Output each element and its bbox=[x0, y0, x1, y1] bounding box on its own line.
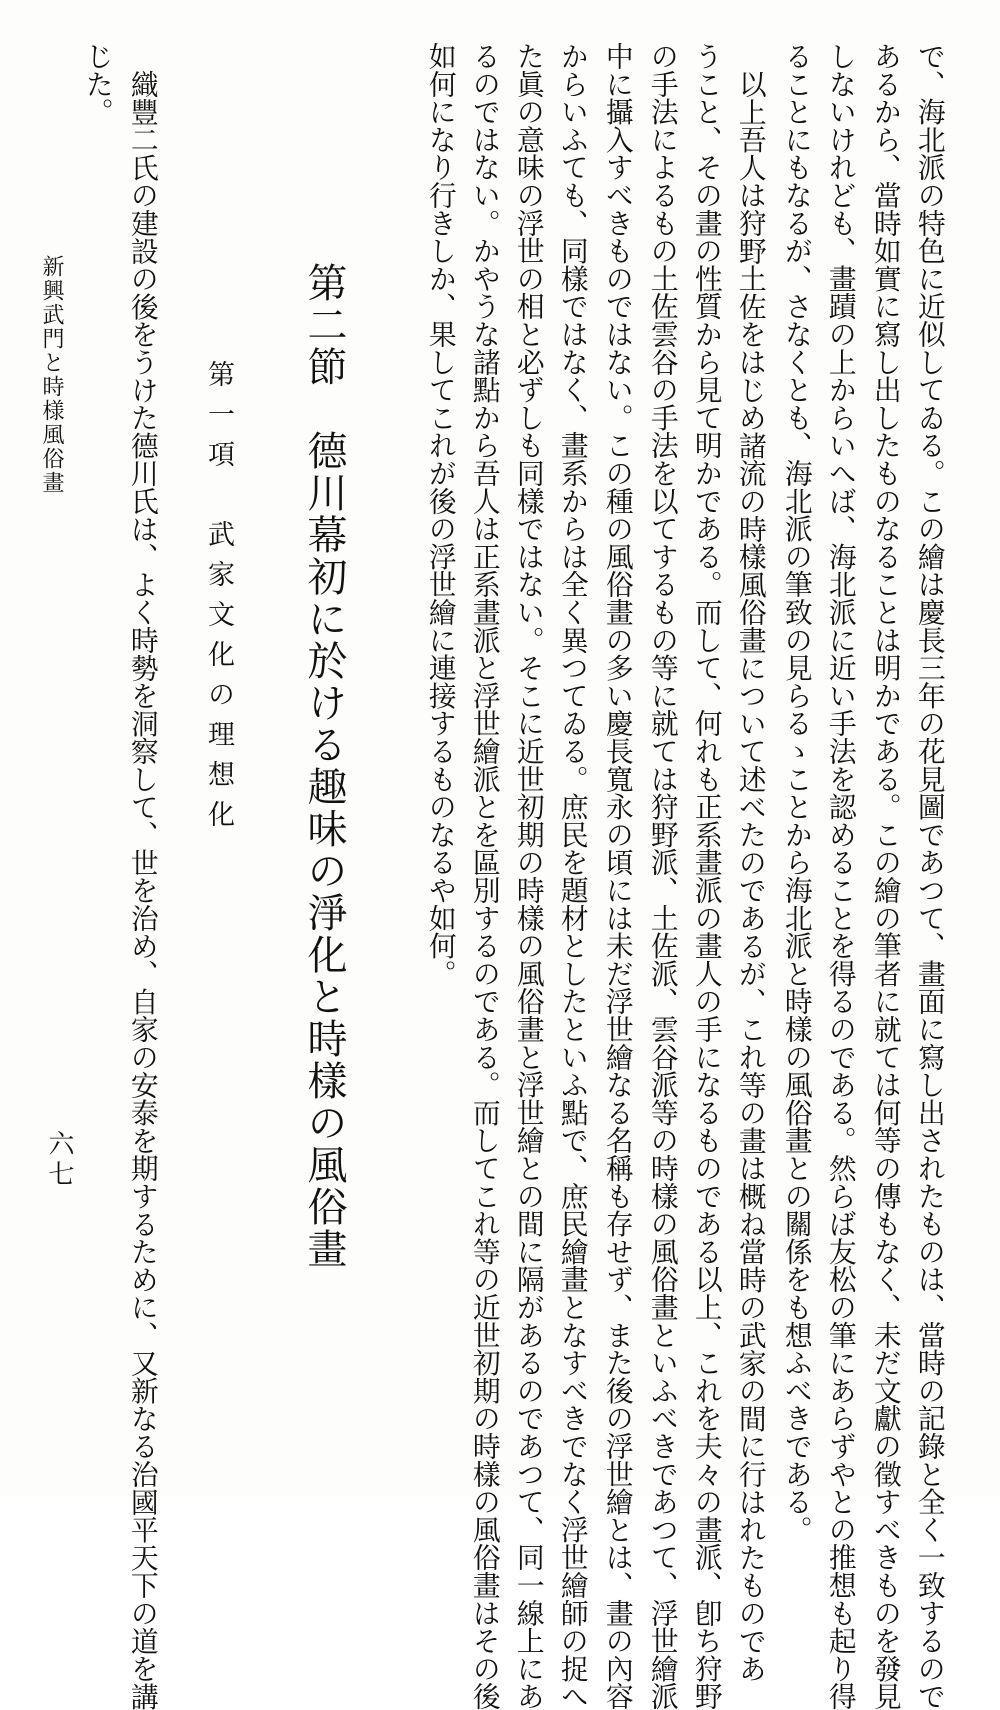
body-line: 以上吾人は狩野土佐をはじめ諸流の時樣風俗畫について述べたのであるが、これ等の畫は概ね當時の武家の間に行はれたものであ bbox=[733, 70, 767, 1683]
body-line: 中に攝入すべきものではない。この種の風俗畫の多い慶長寬永の頃には未だ浮世繪なる名稱も存せず、また後の浮世繪とは、畫の內容 bbox=[600, 42, 634, 1710]
body-line: ることにもなるが、さなくとも、海北派の筆致の見らるゝことから海北派と時樣の風俗畫との關係をも想ふべきである。 bbox=[779, 42, 813, 1544]
body-line: じた。 bbox=[80, 42, 114, 126]
body-line: うこと、その畫の性質から見て明かである。而して、何れも正系畫派の畫人の手になるものである以上、これを夫々の畫派、卽ち狩野 bbox=[689, 42, 723, 1710]
body-line: しないけれども、畫蹟の上からいへば、海北派に近い手法を認めることを得るのである。然らば友松の筆にあらずやとの推想も起り得 bbox=[823, 42, 857, 1710]
section-title: 第二節 德川幕初に於ける趣味の淨化と時樣の風俗畫 bbox=[301, 262, 347, 1270]
body-line: からいふても、同樣ではなく、畫系からは全く異つてゐる。庶民を題材としたといふ點で、庶民繪畫となすべきでなく浮世繪師の捉へ bbox=[555, 42, 589, 1710]
body-line: で、海北派の特色に近似してゐる。この繪は慶長三年の花見圖であつて、畫面に寫し出されたものは、當時の記錄と全く一致するので bbox=[912, 42, 946, 1710]
body-line: あるから、當時如實に寫し出したものなることは明かである。この繪の筆者に就ては何等の傳もなく、未だ文獻の徵すべきものを發見 bbox=[868, 42, 902, 1710]
body-line: 織豐二氏の建設の後をうけた德川氏は、よく時勢を洞察して、世を治め、自家の安泰を期するために、又新なる治國平天下の道を講 bbox=[125, 70, 159, 1710]
body-line: るのではない。かやうな諸點から吾人は正系畫派と浮世繪派とを區別するのである。而してこれ等の近世初期の時樣の風俗畫はその後 bbox=[467, 42, 501, 1710]
item-title: 第一項 武家文化の理想化 bbox=[203, 360, 234, 840]
body-line: 如何になり行きしか、果してこれが後の浮世繪に連接するものなるや如何。 bbox=[423, 42, 457, 988]
body-line: た眞の意味の浮世の相と必ずしも同樣ではない。そこに近世初期の時樣の風俗畫と浮世繪との間に隔があるのであつて、同一線上にあ bbox=[511, 42, 545, 1710]
body-line: の手法によるもの土佐雲谷の手法を以てするもの等に就ては狩野派、土佐派、雲谷派等の時樣の風俗畫といふべきであつて、浮世繪派 bbox=[645, 42, 679, 1710]
running-head: 新興武門と時様風俗畫 bbox=[39, 255, 64, 495]
page-number: 六七 bbox=[44, 1130, 74, 1190]
